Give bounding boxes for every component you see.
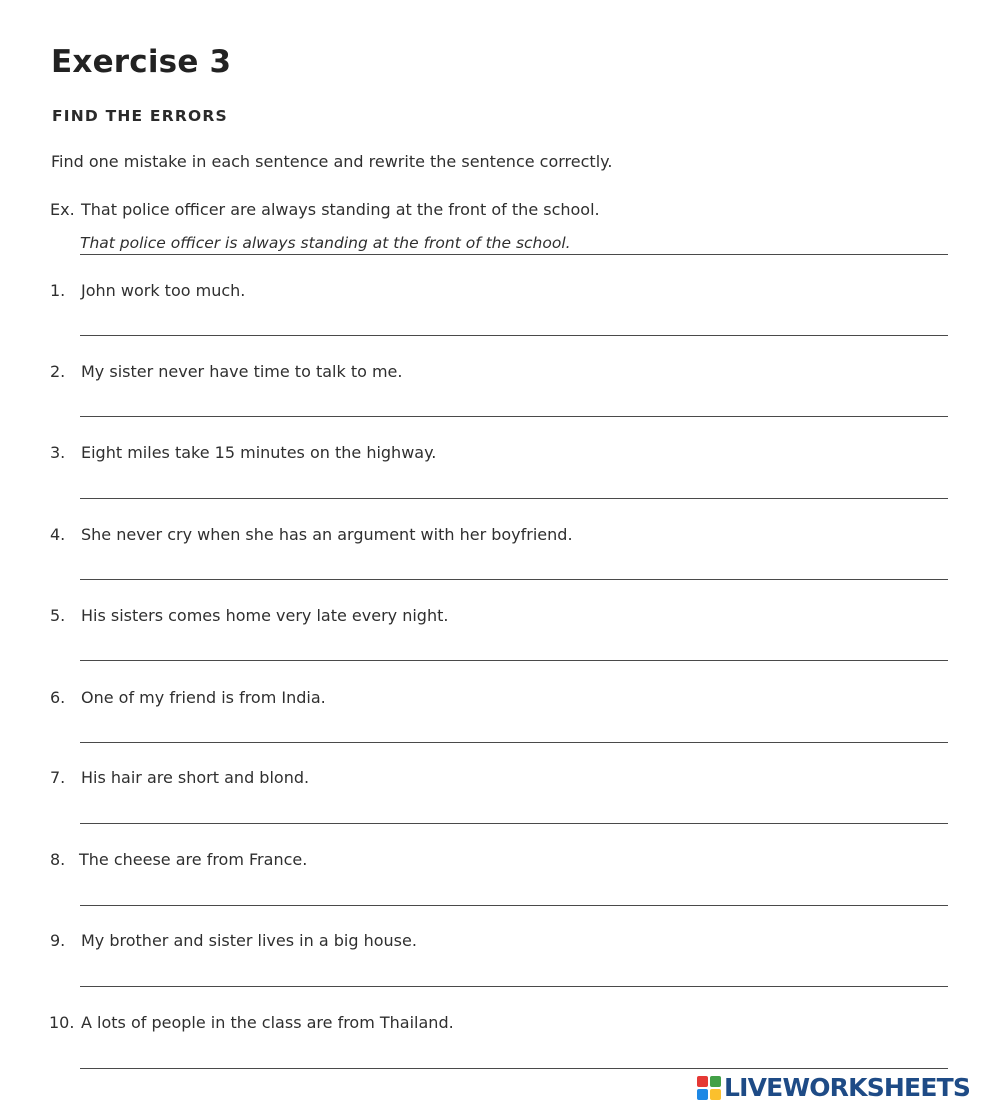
brand-name: LIVEWORKSHEETS (724, 1073, 971, 1102)
liveworksheets-logo-icon (697, 1076, 721, 1100)
section-subtitle: FIND THE ERRORS (52, 107, 228, 125)
item-number-4: 4. (50, 525, 66, 544)
answer-line-5[interactable] (80, 660, 948, 661)
item-sentence-10: A lots of people in the class are from Thailand. (81, 1013, 454, 1032)
item-number-1: 1. (50, 281, 66, 300)
answer-line-10[interactable] (80, 1068, 948, 1069)
answer-line-1[interactable] (80, 335, 948, 336)
item-sentence-1: John work too much. (81, 281, 246, 300)
item-number-5: 5. (50, 606, 66, 625)
item-number-9: 9. (50, 931, 66, 950)
example-answer: That police officer is always standing at the front of the school. (80, 234, 571, 252)
item-number-3: 3. (50, 443, 66, 462)
page-title: Exercise 3 (51, 44, 232, 80)
item-number-6: 6. (50, 688, 66, 707)
example-sentence: That police officer are always standing at the front of the school. (81, 200, 600, 219)
answer-line-3[interactable] (80, 498, 948, 499)
item-sentence-5: His sisters comes home very late every night. (81, 606, 449, 625)
answer-line-9[interactable] (80, 986, 948, 987)
item-sentence-9: My brother and sister lives in a big house. (81, 931, 417, 950)
answer-line-7[interactable] (80, 823, 948, 824)
item-sentence-8: The cheese are from France. (79, 850, 308, 869)
example-answer-line (80, 254, 948, 255)
item-sentence-4: She never cry when she has an argument with her boyfriend. (81, 525, 573, 544)
item-sentence-6: One of my friend is from India. (81, 688, 326, 707)
item-sentence-7: His hair are short and blond. (81, 768, 310, 787)
answer-line-4[interactable] (80, 579, 948, 580)
answer-line-2[interactable] (80, 416, 948, 417)
answer-line-8[interactable] (80, 905, 948, 906)
liveworksheets-brand[interactable] (697, 1073, 970, 1103)
example-label: Ex. (50, 200, 75, 219)
item-number-2: 2. (50, 362, 66, 381)
answer-line-6[interactable] (80, 742, 948, 743)
instructions: Find one mistake in each sentence and rewrite the sentence correctly. (51, 152, 613, 171)
item-number-8: 8. (50, 850, 66, 869)
item-sentence-3: Eight miles take 15 minutes on the highway. (81, 443, 437, 462)
item-number-10: 10. (49, 1013, 75, 1032)
item-number-7: 7. (50, 768, 66, 787)
item-sentence-2: My sister never have time to talk to me. (81, 362, 403, 381)
